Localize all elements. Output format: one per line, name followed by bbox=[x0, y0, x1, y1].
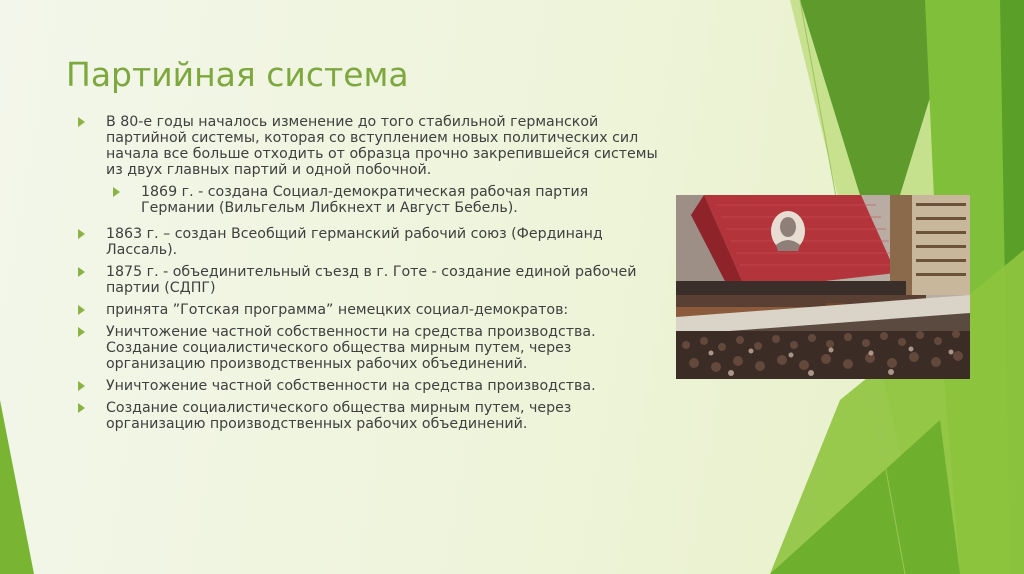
bullet-text: 1863 г. – создан Всеобщий германский рабочий союз (Фердинанд Лассаль). bbox=[106, 226, 603, 258]
bullet-text: Уничтожение частной собственности на средства производства. bbox=[106, 378, 596, 394]
bullet-item bbox=[66, 400, 666, 432]
bullet-item bbox=[66, 324, 666, 372]
left-accent-shape bbox=[0, 400, 34, 574]
bullet-list bbox=[66, 114, 666, 438]
bullet-item bbox=[66, 378, 666, 394]
congress-hall-photo bbox=[676, 195, 970, 379]
bullet-text: В 80-е годы началось изменение до того стабильной германской партийной системы, которая со вступлением новых политических сил начала все больше отходить от образца прочно закрепившейся системы из двух главных партий и одной побочной. bbox=[106, 114, 658, 178]
triangle-arrow-icon bbox=[113, 187, 120, 197]
triangle-arrow-icon bbox=[78, 381, 85, 391]
bullet-text: принята ”Готская программа” немецких социал-демократов: bbox=[106, 302, 569, 318]
triangle-arrow-icon bbox=[78, 403, 85, 413]
sub-bullet-item bbox=[66, 184, 666, 216]
bullet-item bbox=[66, 226, 666, 258]
bullet-item bbox=[66, 114, 666, 178]
bullet-item bbox=[66, 302, 666, 318]
bullet-text: Уничтожение частной собственности на средства производства. Создание социалистического общества мирным путем, через организацию производственных рабочих объединений. bbox=[106, 324, 596, 372]
triangle-arrow-icon bbox=[78, 305, 85, 315]
triangle-arrow-icon bbox=[78, 117, 85, 127]
bullet-text: Создание социалистического общества мирным путем, через организацию производственных рабочих объединений. bbox=[106, 400, 572, 432]
bullet-text: 1875 г. - объединительный съезд в г. Готе - создание единой рабочей партии (СДПГ) bbox=[106, 264, 637, 296]
triangle-arrow-icon bbox=[78, 267, 85, 277]
slide-title: Партийная система bbox=[66, 55, 409, 94]
triangle-arrow-icon bbox=[78, 229, 85, 239]
triangle-arrow-icon bbox=[78, 327, 85, 337]
bullet-text: 1869 г. - создана Социал-демократическая рабочая партия Германии (Вильгельм Либкнехт и Август Бебель). bbox=[141, 184, 589, 216]
bullet-item bbox=[66, 264, 666, 296]
congress-hall-illustration bbox=[676, 195, 970, 379]
